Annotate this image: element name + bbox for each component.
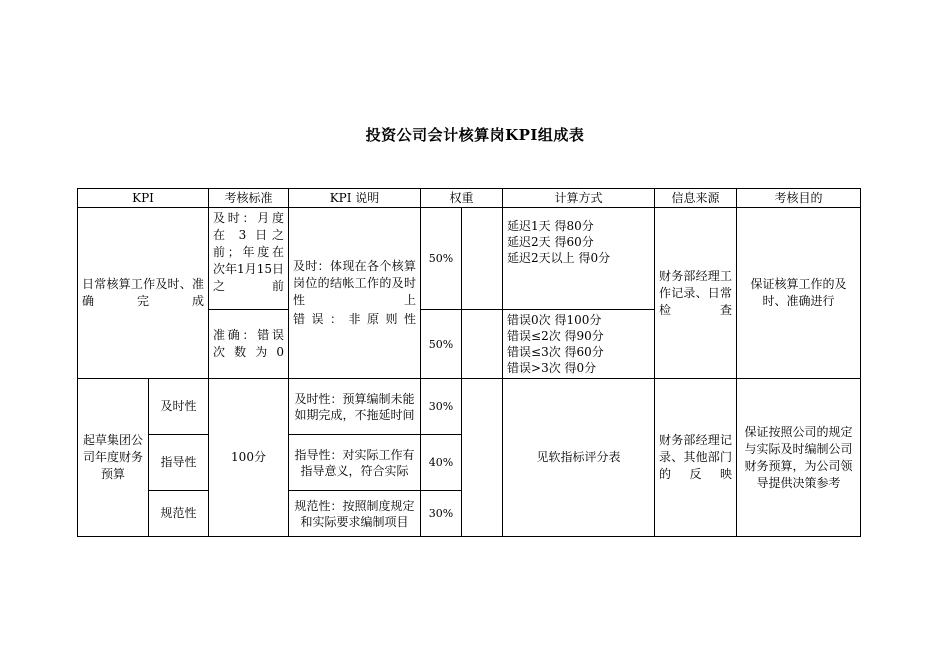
calculation-error-cell [503, 310, 655, 379]
kpi-cell: 日常核算工作及时、准确完成 [78, 208, 209, 379]
page-title: 投资公司会计核算岗KPI组成表 [365, 126, 585, 144]
header-weight: 权重 [421, 189, 503, 208]
weight-cell: 30% [421, 491, 462, 537]
calculation-cell: 见软指标评分表 [503, 379, 655, 537]
calc-line: 错误>3次 得0分 [507, 361, 597, 375]
sub-kpi-cell: 及时性 [149, 379, 209, 435]
description-cell [289, 208, 421, 379]
header-calculation: 计算方式 [503, 189, 655, 208]
kpi-cell: 起草集团公司年度财务预算 [78, 379, 149, 537]
weight-blank-cell [462, 208, 503, 310]
standard-accurate-cell: 准确：错误次数为0 [209, 310, 289, 379]
table-row [78, 208, 861, 310]
calc-line: 错误≤2次 得90分 [507, 329, 604, 343]
kpi-table [77, 188, 861, 537]
standard-timely-cell: 及时：月度在 3 日之前；年度在次年1月15日之前 [209, 208, 289, 310]
calc-line: 延迟2天以上 得0分 [507, 251, 611, 265]
purpose-cell: 保证核算工作的及时、准确进行 [737, 208, 861, 379]
calc-line: 延迟2天 得60分 [507, 235, 594, 249]
sub-kpi-cell: 指导性 [149, 435, 209, 491]
description-error: 错误：非原则性 [293, 312, 416, 326]
header-kpi: KPI [78, 189, 209, 208]
weight-cell: 40% [421, 435, 462, 491]
weight-blank-cell [462, 379, 503, 537]
standard-cell: 100分 [209, 379, 289, 537]
description-cell: 规范性：按照制度规定和实际要求编制项目 [289, 491, 421, 537]
source-cell: 财务部经理工作记录、日常检查 [655, 208, 737, 379]
description-cell: 及时性：预算编制未能如期完成，不拖延时间 [289, 379, 421, 435]
header-standard: 考核标准 [209, 189, 289, 208]
header-description: KPI 说明 [289, 189, 421, 208]
header-source: 信息来源 [655, 189, 737, 208]
header-row [78, 189, 861, 208]
calc-line: 延迟1天 得80分 [507, 219, 594, 233]
purpose-cell: 保证按照公司的规定与实际及时编制公司财务预算，为公司领导提供决策参考 [737, 379, 861, 537]
calc-line: 错误0次 得100分 [507, 313, 602, 327]
source-cell: 财务部经理记录、其他部门的反映 [655, 379, 737, 537]
sub-kpi-cell: 规范性 [149, 491, 209, 537]
calculation-delay-cell [503, 208, 655, 310]
weight-blank-cell [462, 310, 503, 379]
weight-cell: 50% [421, 310, 462, 379]
weight-cell: 30% [421, 379, 462, 435]
header-purpose: 考核目的 [737, 189, 861, 208]
description-cell: 指导性：对实际工作有指导意义，符合实际 [289, 435, 421, 491]
table-row [78, 379, 861, 435]
description-timely: 及时：体现在各个核算岗位的结帐工作的及时性上 [293, 259, 416, 307]
weight-cell: 50% [421, 208, 462, 310]
calc-line: 错误≤3次 得60分 [507, 345, 604, 359]
